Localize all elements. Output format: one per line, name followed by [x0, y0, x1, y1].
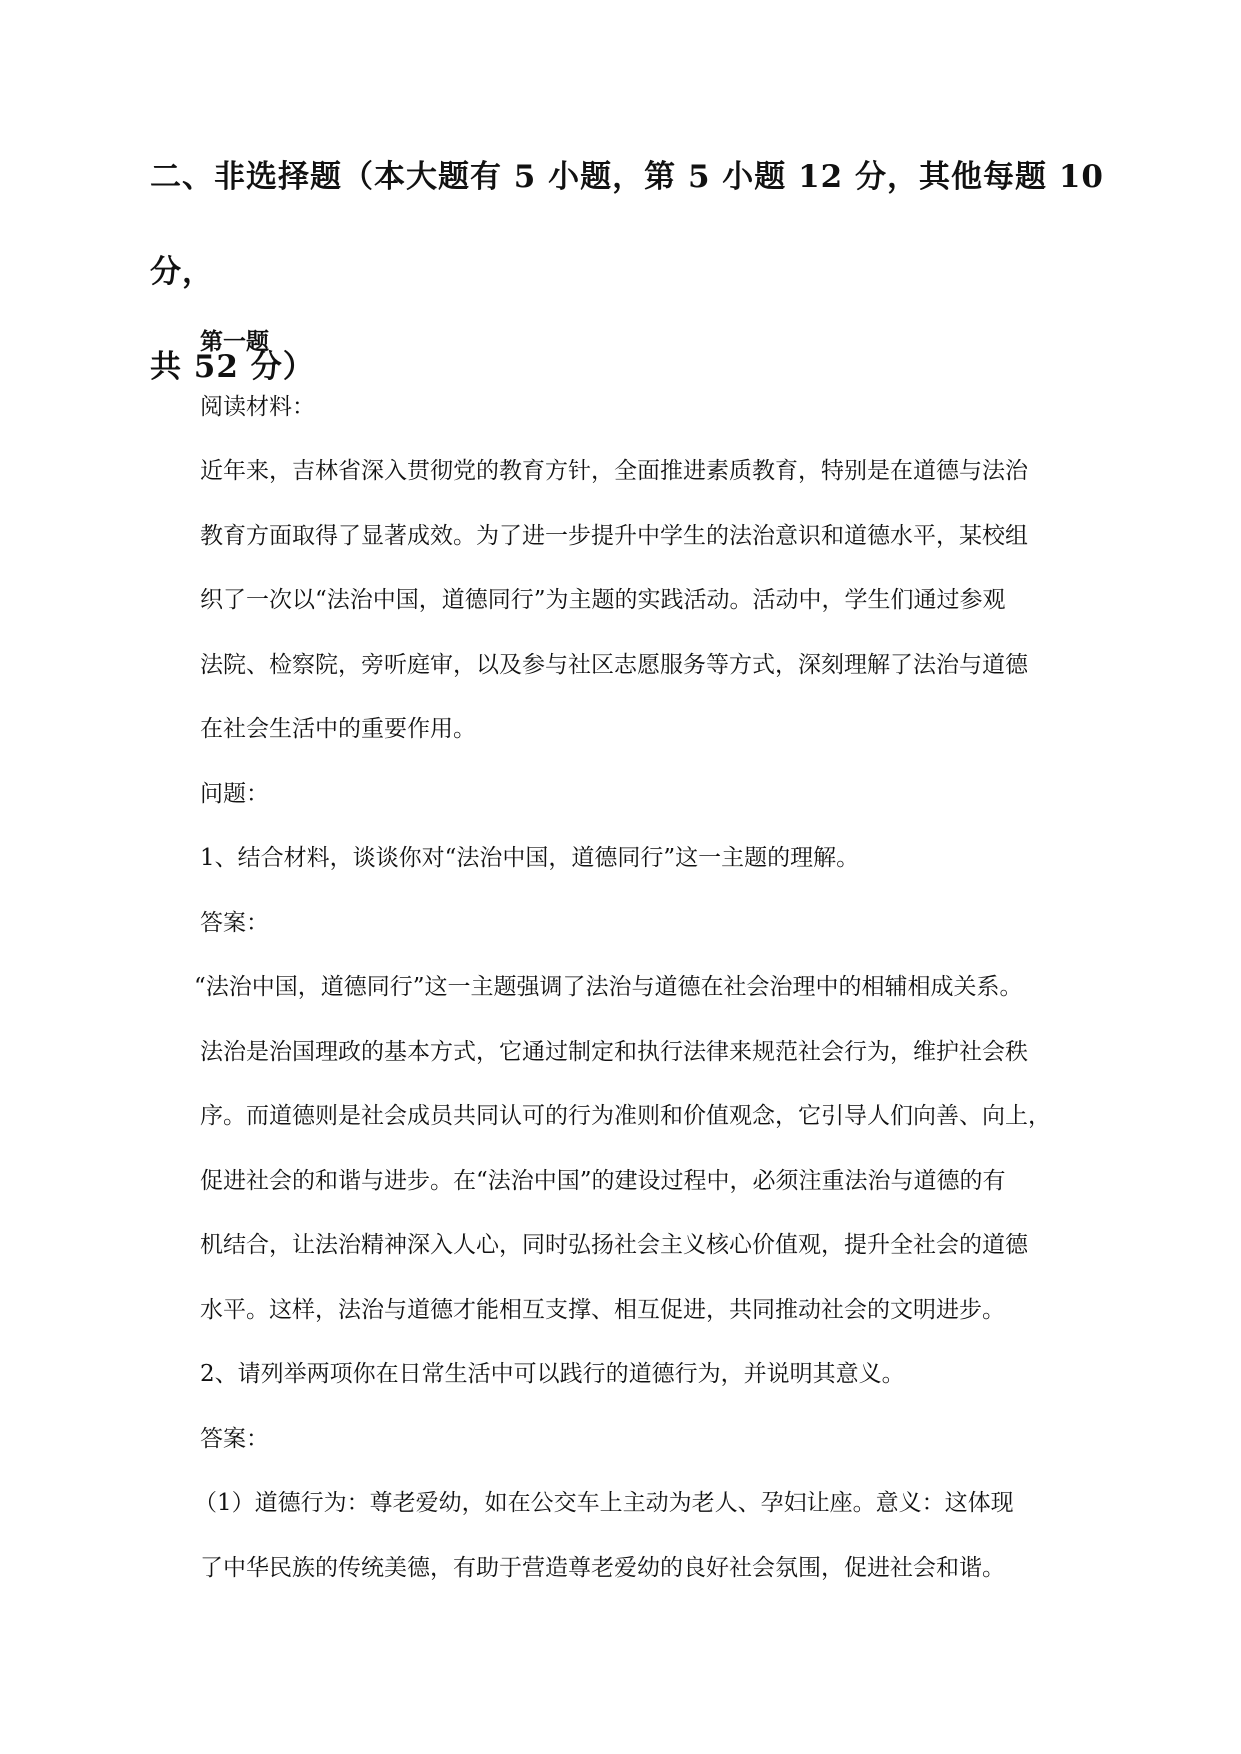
answer-line: 法治是治国理政的基本方式，它通过制定和执行法律来规范社会行为，维护社会秩 [200, 1038, 1028, 1065]
material-line: 织了一次以“法治中国，道德同行”为主题的实践活动。活动中，学生们通过参观 [200, 587, 1006, 613]
section-heading-line-1: 二、非选择题（本大题有 5 小题，第 5 小题 12 分，其他每题 10 分， [150, 159, 1104, 290]
sub-question-1-prompt: 1、结合材料，谈谈你对“法治中国，道德同行”这一主题的理解。 [200, 845, 860, 871]
question-label: 问题： [200, 780, 269, 807]
question-1-body [194, 310, 1100, 1600]
sub-question-2-prompt: 2、请列举两项你在日常生活中可以践行的道德行为，并说明其意义。 [200, 1361, 905, 1387]
section-heading-line-2: 共 52 分） [150, 349, 315, 385]
answer-line: 机结合，让法治精神深入人心，同时弘扬社会主义核心价值观，提升全社会的道德 [200, 1232, 1028, 1258]
answer-line: 序。而道德则是社会成员共同认可的行为准则和价值观念，它引导人们向善、向上， [200, 1103, 1051, 1129]
material-line: 在社会生活中的重要作用。 [200, 716, 476, 742]
material-line: 教育方面取得了显著成效。为了进一步提升中学生的法治意识和道德水平，某校组 [200, 522, 1028, 549]
answer-line: 了中华民族的传统美德，有助于营造尊老爱幼的良好社会氛围，促进社会和谐。 [200, 1554, 1005, 1581]
material-line: 法院、检察院，旁听庭审，以及参与社区志愿服务等方式，深刻理解了法治与道德 [200, 651, 1028, 678]
answer-line: 促进社会的和谐与进步。在“法治中国”的建设过程中，必须注重法治与道德的有 [200, 1167, 1006, 1194]
answer-line: “法治中国，道德同行”这一主题强调了法治与道德在社会治理中的相辅相成关系。 [194, 974, 1023, 1000]
answer-label: 答案： [200, 1425, 269, 1452]
answer-line: 水平。这样，法治与道德才能相互支撑、相互促进，共同推动社会的文明进步。 [200, 1296, 1005, 1323]
material-label: 阅读材料： [200, 393, 315, 420]
question-title: 第一题 [200, 328, 269, 355]
answer-label: 答案： [200, 909, 269, 936]
material-line: 近年来，吉林省深入贯彻党的教育方针，全面推进素质教育，特别是在道德与法治 [200, 458, 1028, 484]
answer-line: （1）道德行为：尊老爱幼，如在公交车上主动为老人、孕妇让座。意义：这体现 [194, 1490, 1014, 1516]
